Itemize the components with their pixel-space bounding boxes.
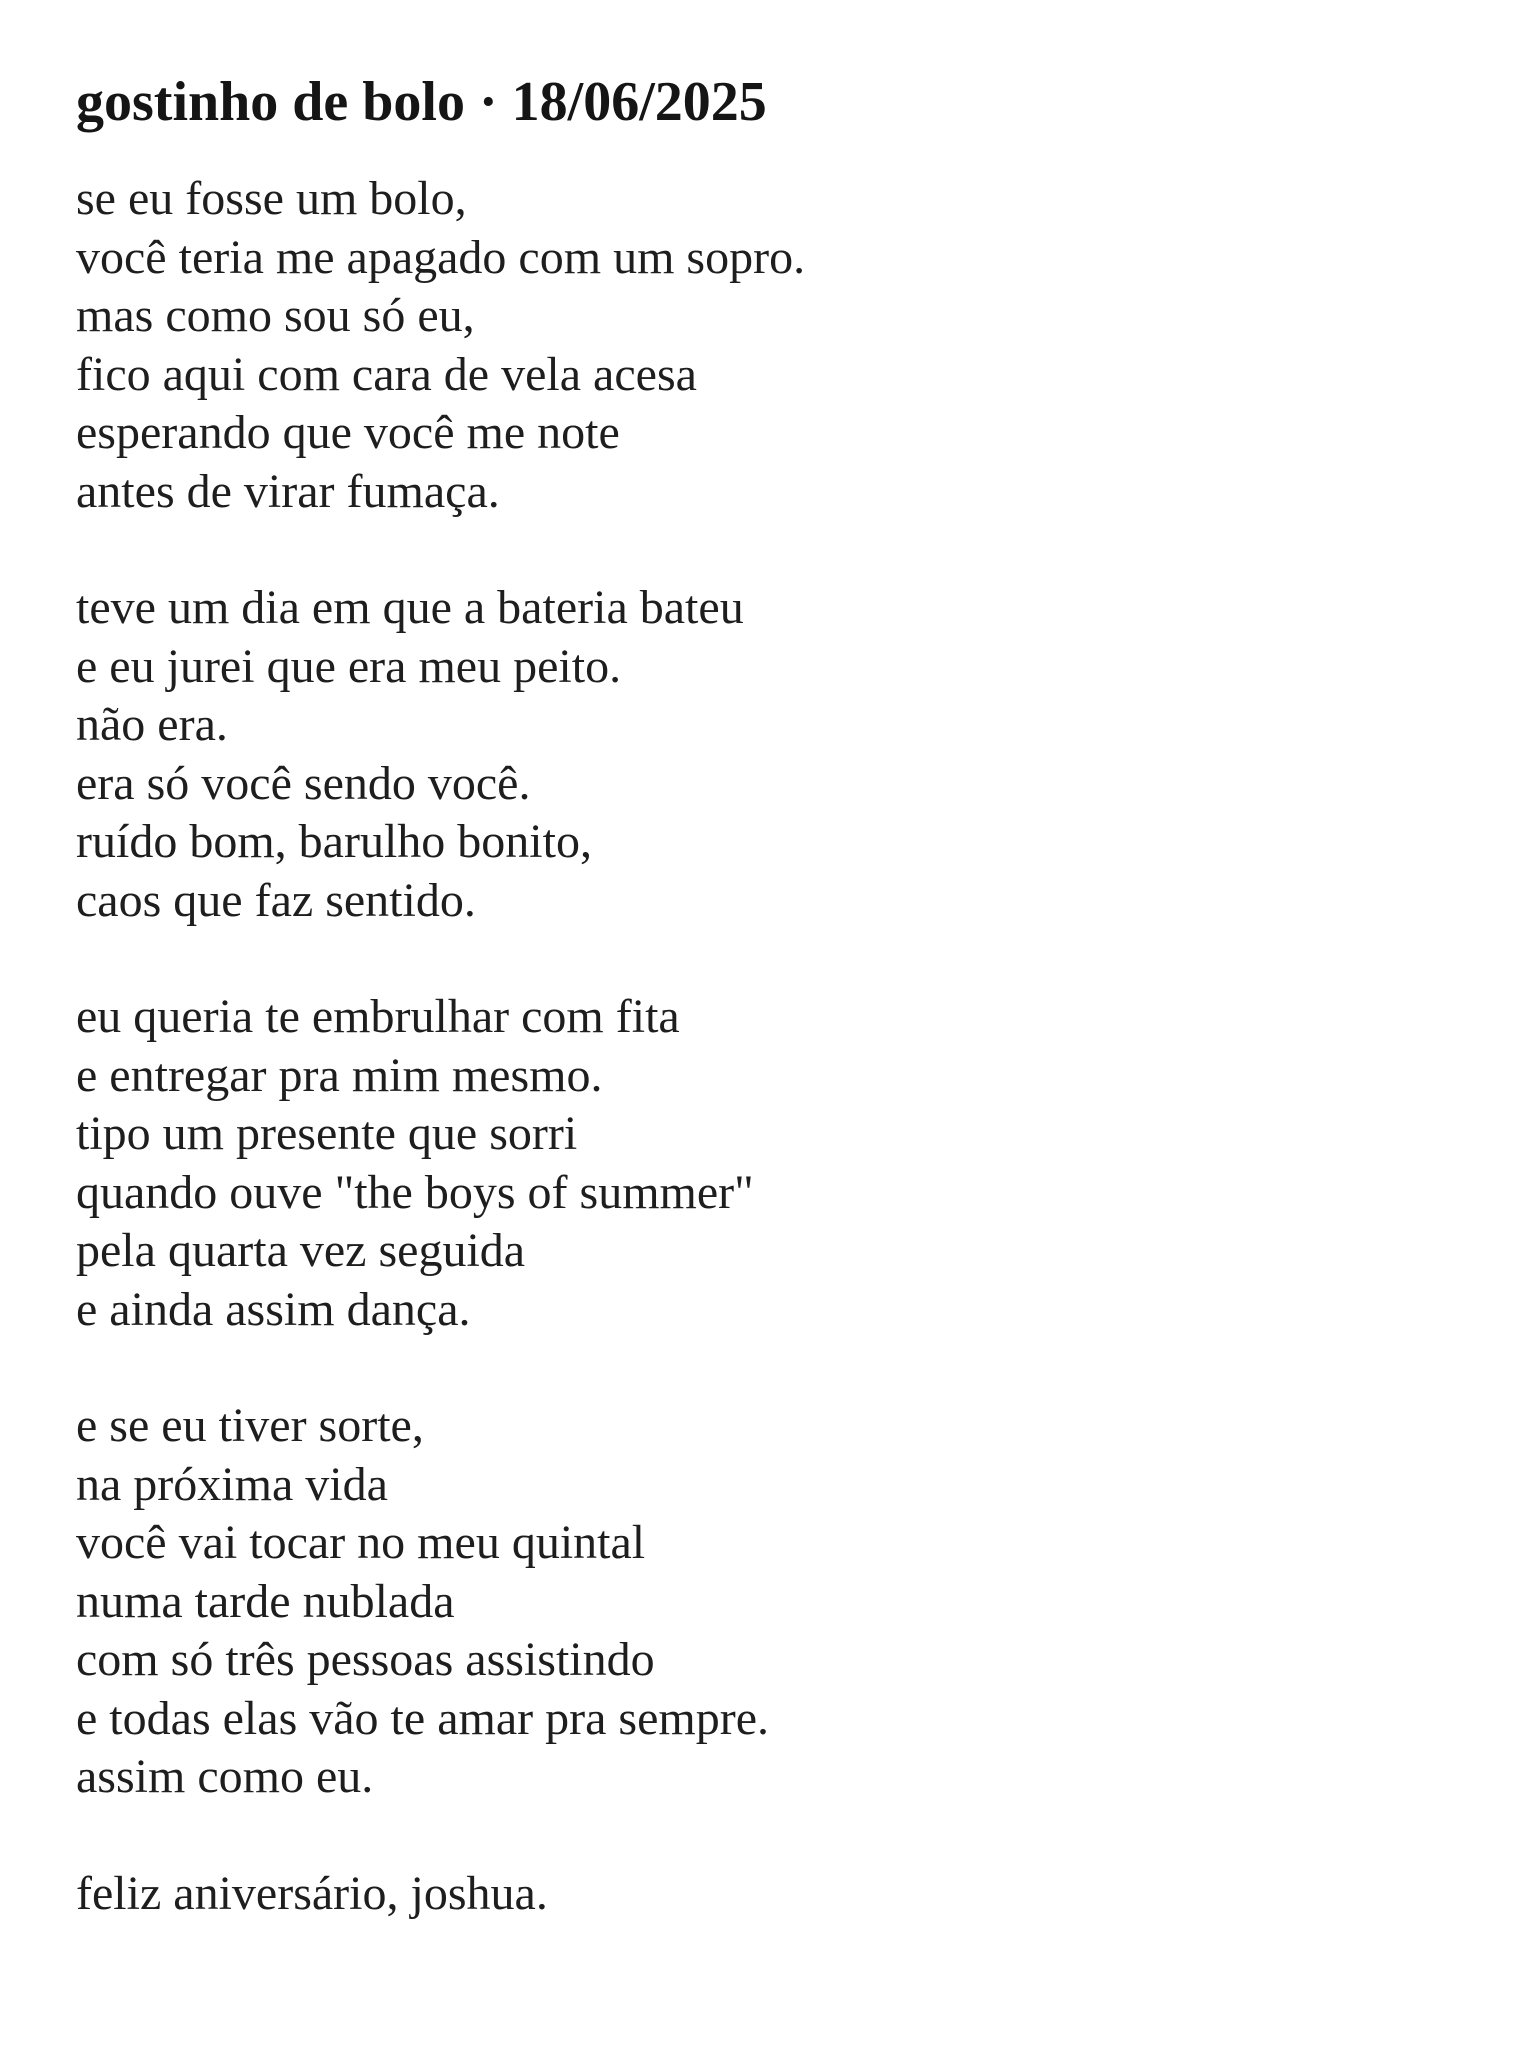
poem-line: eu queria te embrulhar com fita xyxy=(76,990,680,1043)
poem-line: se eu fosse um bolo, xyxy=(76,172,467,225)
poem-title: gostinho de bolo · 18/06/2025 xyxy=(76,71,767,133)
poem-signoff xyxy=(76,1865,1456,1924)
stanza-1 xyxy=(76,170,1456,521)
poem-line: caos que faz sentido. xyxy=(76,873,476,927)
poem-line: e todas elas vão te amar pra sempre. xyxy=(76,1691,770,1745)
poem-line: assim como eu. xyxy=(76,1750,374,1803)
poem-line: numa tarde nublada xyxy=(76,1574,455,1628)
poem-line: não era. xyxy=(76,698,228,751)
poem-line: ruído bom, barulho bonito, xyxy=(76,815,592,868)
poem-line: e entregar pra mim mesmo. xyxy=(76,1048,603,1102)
poem-line: com só três pessoas assistindo xyxy=(76,1633,655,1686)
poem-line: na próxima vida xyxy=(76,1457,388,1511)
stanza-2 xyxy=(76,579,1456,930)
signoff-line: feliz aniversário, joshua. xyxy=(76,1866,548,1920)
poem-line: esperando que você me note xyxy=(76,406,620,459)
stanza-4 xyxy=(76,1397,1456,1807)
poem-line: pela quarta vez seguida xyxy=(76,1224,526,1277)
poem-line: e eu jurei que era meu peito. xyxy=(76,639,622,693)
poem-line: e ainda assim dança. xyxy=(76,1282,471,1336)
poem-line: e se eu tiver sorte, xyxy=(76,1399,424,1452)
poem-line: quando ouve "the boys of summer" xyxy=(76,1165,754,1219)
poem-line: mas como sou só eu, xyxy=(76,289,475,342)
poem-line: tipo um presente que sorri xyxy=(76,1107,578,1160)
stanza-3 xyxy=(76,988,1456,1339)
poem-page xyxy=(76,68,1456,1923)
poem-body xyxy=(76,170,1456,1807)
poem-line: era só você sendo você. xyxy=(76,756,531,810)
poem-line: teve um dia em que a bateria bateu xyxy=(76,581,744,634)
poem-line: antes de virar fumaça. xyxy=(76,464,500,518)
poem-line: você vai tocar no meu quintal xyxy=(76,1516,646,1569)
poem-line: fico aqui com cara de vela acesa xyxy=(76,347,697,401)
poem-line: você teria me apagado com um sopro. xyxy=(76,230,806,284)
